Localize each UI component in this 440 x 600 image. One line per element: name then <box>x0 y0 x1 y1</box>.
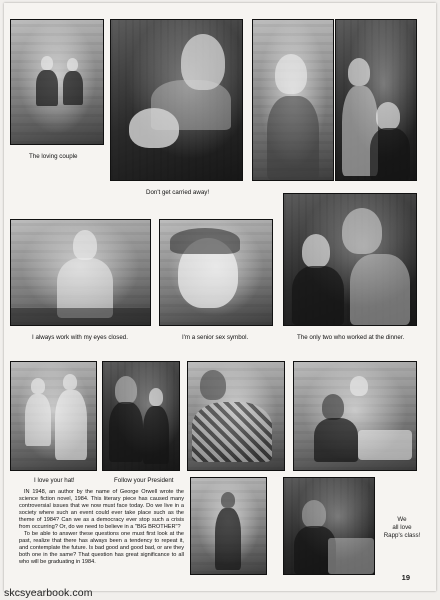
caption-rapp-class <box>376 516 428 540</box>
article-paragraph: To be able to answer these questions one must first look at the past, realize that there has always been a tendency to repeat it, and contemplate the future. Is bad good and good bad, or are they both one in the same? That question has great significance to all who will be graduating in 1984. <box>19 531 184 566</box>
photo-loving-couple <box>10 19 104 145</box>
photo-senior-symbol <box>159 219 273 326</box>
caption-rapp-line: We <box>397 516 407 523</box>
caption-rapp-line: all love <box>392 524 412 531</box>
page-number: 19 <box>401 573 410 582</box>
photo-hallway <box>190 477 267 575</box>
photo-classroom-desks <box>293 361 417 471</box>
caption-senior-symbol: I'm a senior sex symbol. <box>182 334 249 341</box>
photo-plaid-shirt <box>187 361 285 471</box>
article-paragraph: IN 1948, an author by the name of George Orwell wrote the science fiction novel, 1984. This literary piece has caused many controversial issues that we now must face today. Do we live in a society where such an event could ever take place such as the theme of 1984? Can we as a democracy ever stop such a crisis from occurring? Or, do we need to believe in a "BIG BROTHER"? <box>19 489 184 530</box>
caption-rapp-line: Rapp's class! <box>383 532 421 539</box>
caption-eyes-closed: I always work with my eyes closed. <box>32 334 128 341</box>
caption-follow-president: Follow your President <box>114 477 174 484</box>
photo-carried-away <box>110 19 243 181</box>
caption-only-two: The only two who worked at the dinner. <box>297 334 405 341</box>
article-text <box>19 489 184 567</box>
photo-two-students <box>335 19 417 181</box>
caption-carried-away: Don't get carried away! <box>146 189 210 196</box>
yearbook-page <box>4 3 436 591</box>
photo-follow-president <box>102 361 180 471</box>
photo-girl-smiling <box>252 19 334 181</box>
site-watermark: skcsyearbook.com <box>4 587 93 599</box>
photo-only-two <box>283 193 417 326</box>
caption-love-hat: I love your hat! <box>34 477 75 484</box>
photo-eyes-closed <box>10 219 151 326</box>
photo-rapp-class <box>283 477 375 575</box>
caption-loving-couple: The loving couple <box>29 153 78 160</box>
photo-love-hat <box>10 361 97 471</box>
